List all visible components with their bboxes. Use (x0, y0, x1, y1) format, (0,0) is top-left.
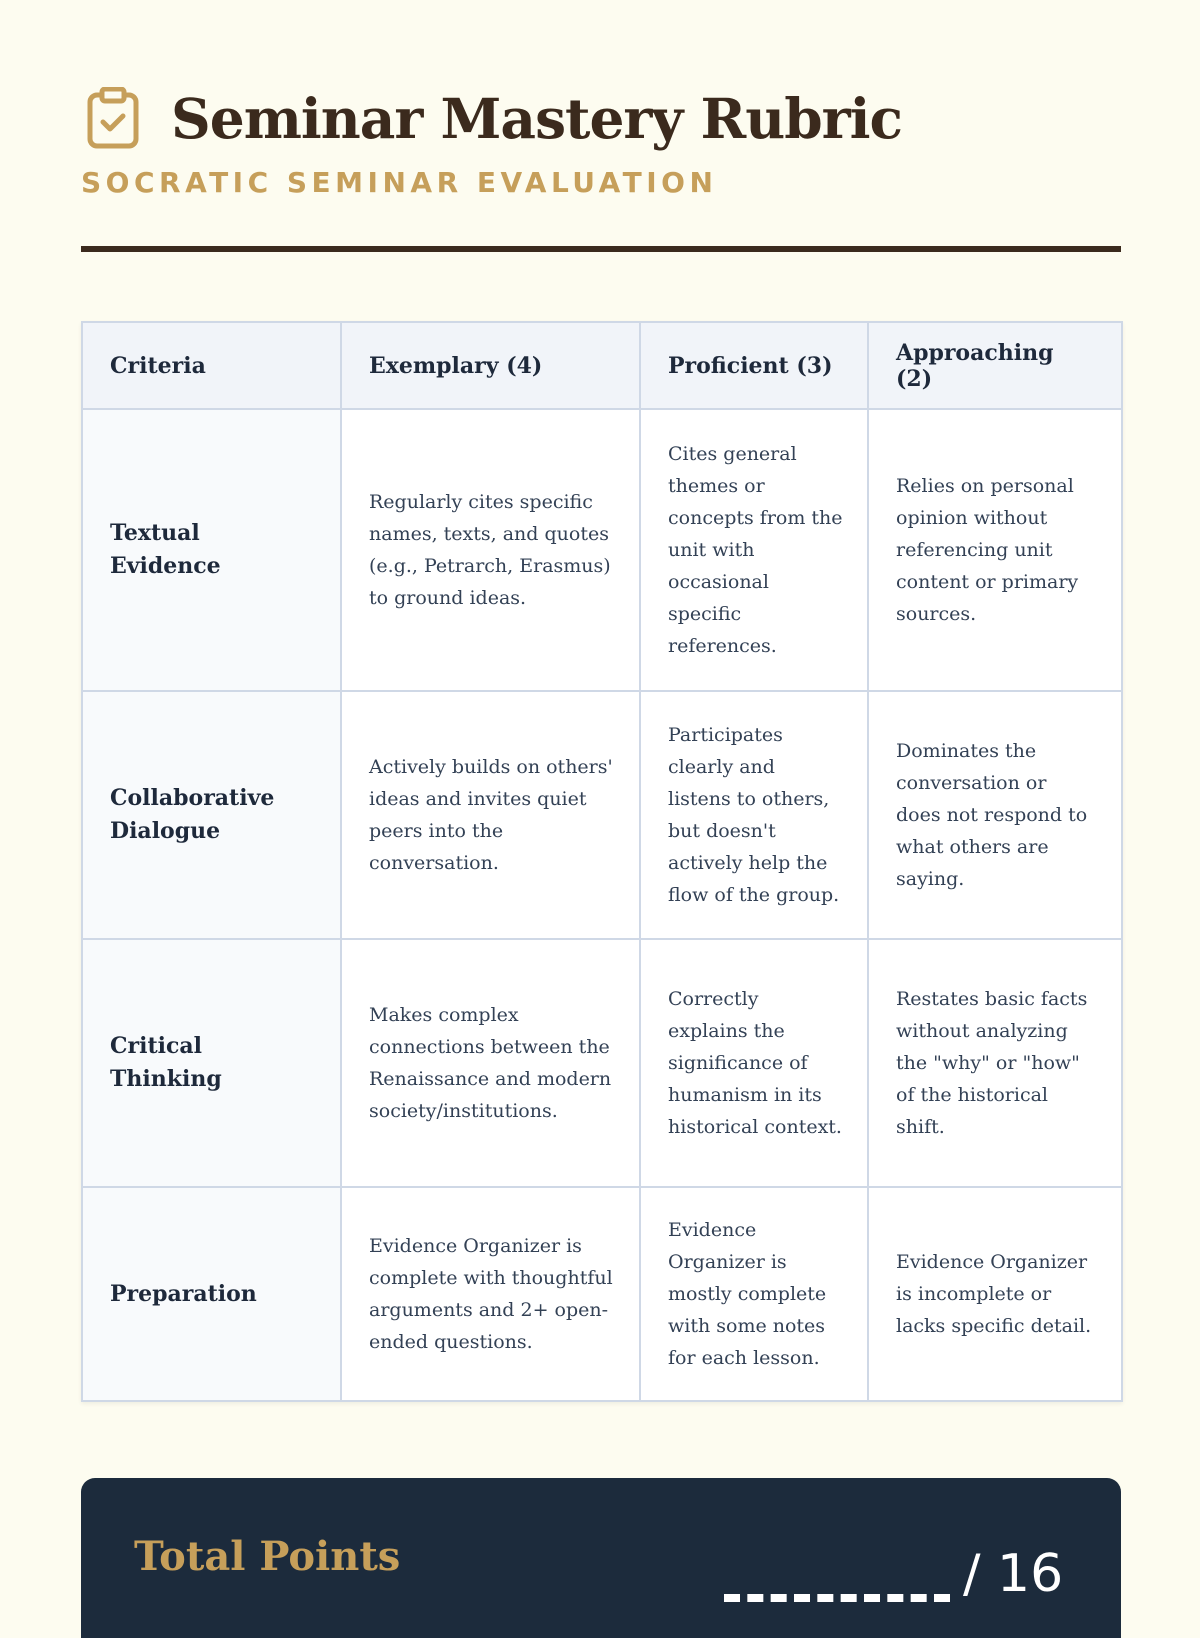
table-row (82, 939, 1122, 1187)
total-points-label: Total Points (134, 1533, 401, 1580)
proficient-cell: Cites general themes or concepts from the unit with occasional specific references. (640, 409, 868, 691)
criteria-cell: Preparation (82, 1187, 341, 1401)
column-header-exemplary: Exemplary (4) (341, 322, 640, 409)
max-score: / 16 (963, 1544, 1064, 1604)
header-divider (81, 246, 1121, 252)
criteria-cell: Critical Thinking (82, 939, 341, 1187)
approaching-cell: Restates basic facts without analyzing the "why" or "how" of the historical shift. (868, 939, 1122, 1187)
proficient-cell: Participates clearly and listens to others, but doesn't actively help the flow of the group. (640, 691, 868, 939)
clipboard-check-icon (81, 83, 145, 153)
approaching-cell: Evidence Organizer is incomplete or lacks specific detail. (868, 1187, 1122, 1401)
proficient-cell: Correctly explains the significance of humanism in its historical context. (640, 939, 868, 1187)
table-row (82, 691, 1122, 939)
column-header-criteria: Criteria (82, 322, 341, 409)
column-header-approaching: Approaching (2) (868, 322, 1122, 409)
page-title: Seminar Mastery Rubric (171, 85, 903, 151)
rubric-table (81, 321, 1123, 1402)
table-row (82, 1187, 1122, 1401)
table-row (82, 409, 1122, 691)
exemplary-cell: Makes complex connections between the Renaissance and modern society/institutions. (341, 939, 640, 1187)
header (81, 80, 1121, 199)
score-entry-blank[interactable] (724, 1594, 950, 1610)
criteria-cell: Collaborative Dialogue (82, 691, 341, 939)
approaching-cell: Relies on personal opinion without referencing unit content or primary sources. (868, 409, 1122, 691)
criteria-cell: Textual Evidence (82, 409, 341, 691)
exemplary-cell: Regularly cites specific names, texts, and quotes (e.g., Petrarch, Erasmus) to ground ideas. (341, 409, 640, 691)
exemplary-cell: Actively builds on others' ideas and invites quiet peers into the conversation. (341, 691, 640, 939)
total-points-panel (81, 1478, 1121, 1638)
proficient-cell: Evidence Organizer is mostly complete with some notes for each lesson. (640, 1187, 868, 1401)
exemplary-cell: Evidence Organizer is complete with thoughtful arguments and 2+ open-ended questions. (341, 1187, 640, 1401)
title-row (81, 80, 1121, 156)
table-header-row (82, 322, 1122, 409)
approaching-cell: Dominates the conversation or does not respond to what others are saying. (868, 691, 1122, 939)
page-subtitle: SOCRATIC SEMINAR EVALUATION (81, 166, 718, 199)
column-header-proficient: Proficient (3) (640, 322, 868, 409)
